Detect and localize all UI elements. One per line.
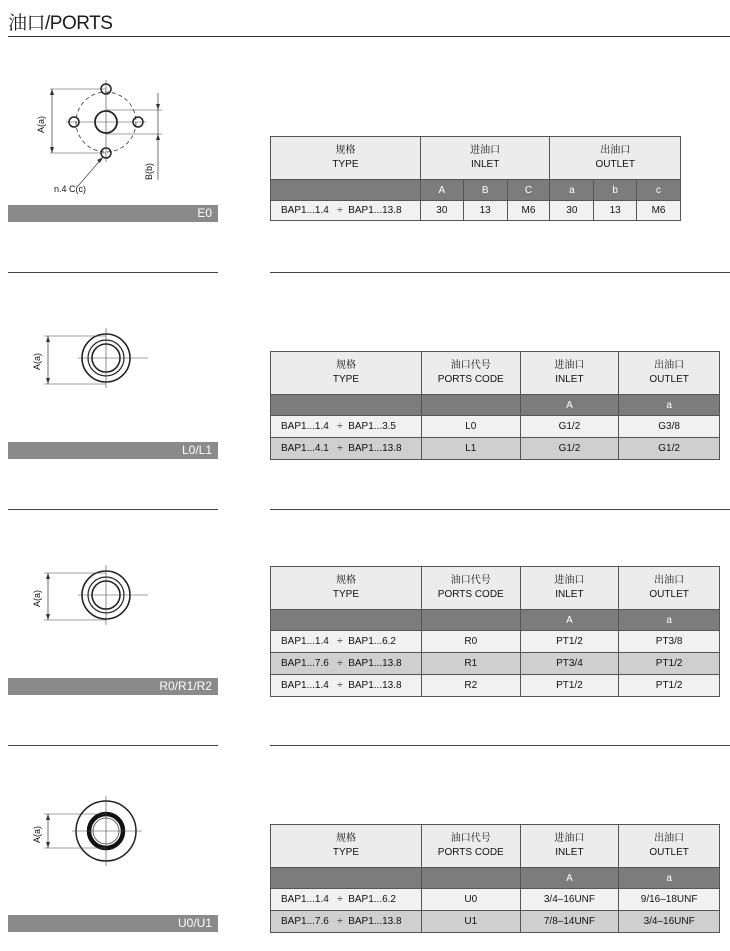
dim-a-label: A(a) bbox=[32, 589, 42, 607]
unf-port-drawing bbox=[0, 0, 230, 951]
table-row: BAP1...1.4 ÷ BAP1...3.5 L0 G1/2 G3/8 bbox=[271, 416, 720, 438]
table-row: BAP1...1.4 ÷ BAP1...13.8 30 13 M6 30 13 M6 bbox=[271, 201, 681, 221]
dimension-subheader: A a bbox=[271, 395, 720, 416]
section-divider bbox=[270, 509, 730, 510]
type-header: 规格 TYPE bbox=[271, 825, 422, 868]
dimension-subheader: A a bbox=[271, 610, 720, 631]
table-row: BAP1...1.4 ÷ BAP1...13.8 R2 PT1/2 PT1/2 bbox=[271, 675, 720, 697]
l-port-table bbox=[270, 351, 720, 460]
dim-a-label: A(a) bbox=[32, 825, 42, 843]
dim-b-label: B(b) bbox=[144, 162, 154, 180]
u-port-table bbox=[270, 824, 720, 933]
table-row: BAP1...1.4 ÷ BAP1...6.2 U0 3/4–16UNF 9/16–18UNF bbox=[271, 889, 720, 911]
section-divider bbox=[270, 745, 730, 746]
ports-code-header: 油口代号 PORTS CODE bbox=[421, 352, 520, 395]
section-label: U0/U1 bbox=[8, 915, 218, 932]
page-title: 油口/PORTS bbox=[8, 13, 113, 34]
e0-port-table bbox=[270, 136, 681, 221]
section-label: E0 bbox=[8, 205, 218, 222]
inlet-header: 进油口 INLET bbox=[520, 352, 619, 395]
outlet-header: 出油口 OUTLET bbox=[619, 825, 720, 868]
type-header: 规格 TYPE bbox=[271, 352, 422, 395]
r-port-table bbox=[270, 566, 720, 697]
ports-code-header: 油口代号 PORTS CODE bbox=[421, 567, 520, 610]
dim-a-label: A(a) bbox=[36, 115, 46, 133]
table-row: BAP1...1.4 ÷ BAP1...6.2 R0 PT1/2 PT3/8 bbox=[271, 631, 720, 653]
table-row: BAP1...7.6 ÷ BAP1...13.8 R1 PT3/4 PT1/2 bbox=[271, 653, 720, 675]
section-label: R0/R1/R2 bbox=[8, 678, 218, 695]
inlet-header: 进油口 INLET bbox=[520, 825, 619, 868]
type-header: 规格 TYPE bbox=[271, 137, 421, 180]
dimension-subheader: A B C a b c bbox=[271, 180, 681, 201]
section-divider bbox=[270, 272, 730, 273]
ports-code-header: 油口代号 PORTS CODE bbox=[421, 825, 520, 868]
table-row: BAP1...7.6 ÷ BAP1...13.8 U1 7/8–14UNF 3/4–16UNF bbox=[271, 911, 720, 933]
dim-a-label: A(a) bbox=[32, 352, 42, 370]
inlet-header: 进油口 INLET bbox=[520, 567, 619, 610]
outlet-header: 出油口 OUTLET bbox=[550, 137, 681, 180]
dimension-subheader: A a bbox=[271, 868, 720, 889]
inlet-header: 进油口 INLET bbox=[420, 137, 550, 180]
type-header: 规格 TYPE bbox=[271, 567, 422, 610]
outlet-header: 出油口 OUTLET bbox=[619, 352, 720, 395]
table-row: BAP1...4.1 ÷ BAP1...13.8 L1 G1/2 G1/2 bbox=[271, 438, 720, 460]
dim-c-label: n.4 C(c) bbox=[54, 184, 87, 194]
section-label: L0/L1 bbox=[8, 442, 218, 459]
outlet-header: 出油口 OUTLET bbox=[619, 567, 720, 610]
